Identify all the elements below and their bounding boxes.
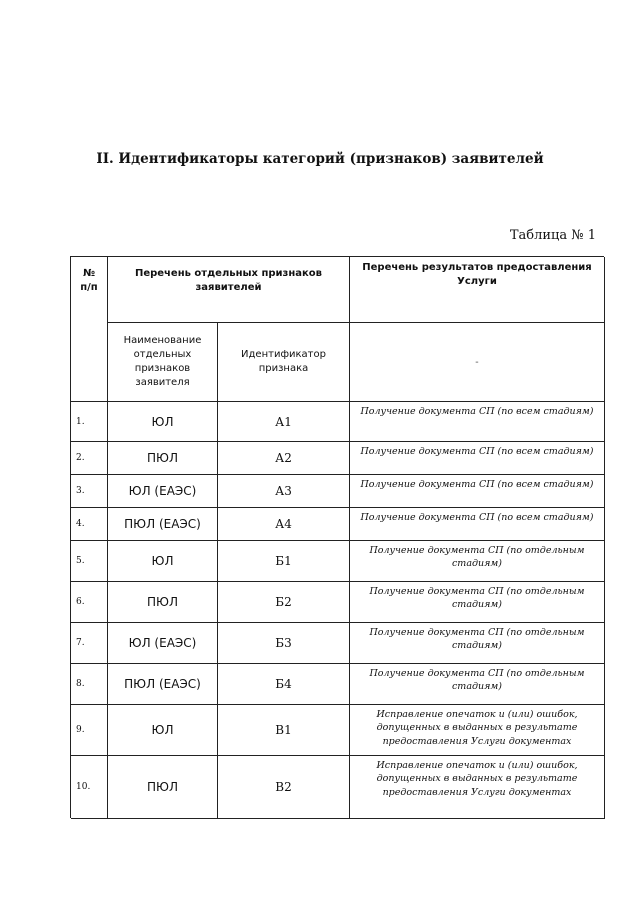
feature-id-cell: А3	[218, 475, 350, 508]
header-feature-id: Идентификатор признака	[218, 323, 350, 402]
row-number: 3.	[71, 475, 108, 508]
result-cell: Получение документа СП (по всем стадиям)	[350, 475, 605, 508]
result-cell: Получение документа СП (по отдельным стадиям)	[350, 664, 605, 705]
row-number: 1.	[71, 402, 108, 442]
header-results: Перечень результатов предоставления Услуги	[350, 257, 605, 323]
row-number: 7.	[71, 623, 108, 664]
header-results-placeholder: -	[350, 323, 605, 402]
table-label: Таблица № 1	[509, 228, 596, 243]
feature-id-cell: Б4	[218, 664, 350, 705]
header-number: № п/п	[71, 257, 108, 402]
result-cell: Исправление опечаток и (или) ошибок, допущенных в выданных в результате предоставления Услуги документах	[350, 756, 605, 819]
feature-name-cell: ЮЛ (ЕАЭС)	[108, 475, 218, 508]
feature-id-cell: А1	[218, 402, 350, 442]
feature-name-cell: ПЮЛ (ЕАЭС)	[108, 508, 218, 541]
feature-name-cell: ЮЛ	[108, 402, 218, 442]
feature-name-cell: ПЮЛ (ЕАЭС)	[108, 664, 218, 705]
feature-name-cell: ЮЛ	[108, 541, 218, 582]
result-cell: Получение документа СП (по всем стадиям)	[350, 508, 605, 541]
section-title: II. Идентификаторы категорий (признаков) заявителей	[96, 151, 544, 167]
result-cell: Получение документа СП (по отдельным стадиям)	[350, 541, 605, 582]
row-number: 2.	[71, 442, 108, 475]
feature-name-cell: ЮЛ	[108, 705, 218, 756]
row-number: 5.	[71, 541, 108, 582]
feature-id-cell: Б1	[218, 541, 350, 582]
result-cell: Получение документа СП (по отдельным стадиям)	[350, 582, 605, 623]
feature-id-cell: А4	[218, 508, 350, 541]
result-cell: Исправление опечаток и (или) ошибок, допущенных в выданных в результате предоставления Услуги документах	[350, 705, 605, 756]
row-number: 6.	[71, 582, 108, 623]
row-number: 4.	[71, 508, 108, 541]
result-cell: Получение документа СП (по всем стадиям)	[350, 402, 605, 442]
row-number: 9.	[71, 705, 108, 756]
feature-name-cell: ПЮЛ	[108, 582, 218, 623]
feature-name-cell: ЮЛ (ЕАЭС)	[108, 623, 218, 664]
feature-id-cell: Б3	[218, 623, 350, 664]
result-cell: Получение документа СП (по всем стадиям)	[350, 442, 605, 475]
header-feature-name: Наименование отдельных признаков заявителя	[108, 323, 218, 402]
header-features: Перечень отдельных признаков заявителей	[108, 257, 350, 323]
feature-id-cell: В2	[218, 756, 350, 819]
feature-id-cell: А2	[218, 442, 350, 475]
row-number: 8.	[71, 664, 108, 705]
row-number: 10.	[71, 756, 108, 819]
feature-id-cell: В1	[218, 705, 350, 756]
feature-name-cell: ПЮЛ	[108, 756, 218, 819]
feature-name-cell: ПЮЛ	[108, 442, 218, 475]
result-cell: Получение документа СП (по отдельным стадиям)	[350, 623, 605, 664]
applicant-categories-table	[70, 256, 604, 818]
feature-id-cell: Б2	[218, 582, 350, 623]
